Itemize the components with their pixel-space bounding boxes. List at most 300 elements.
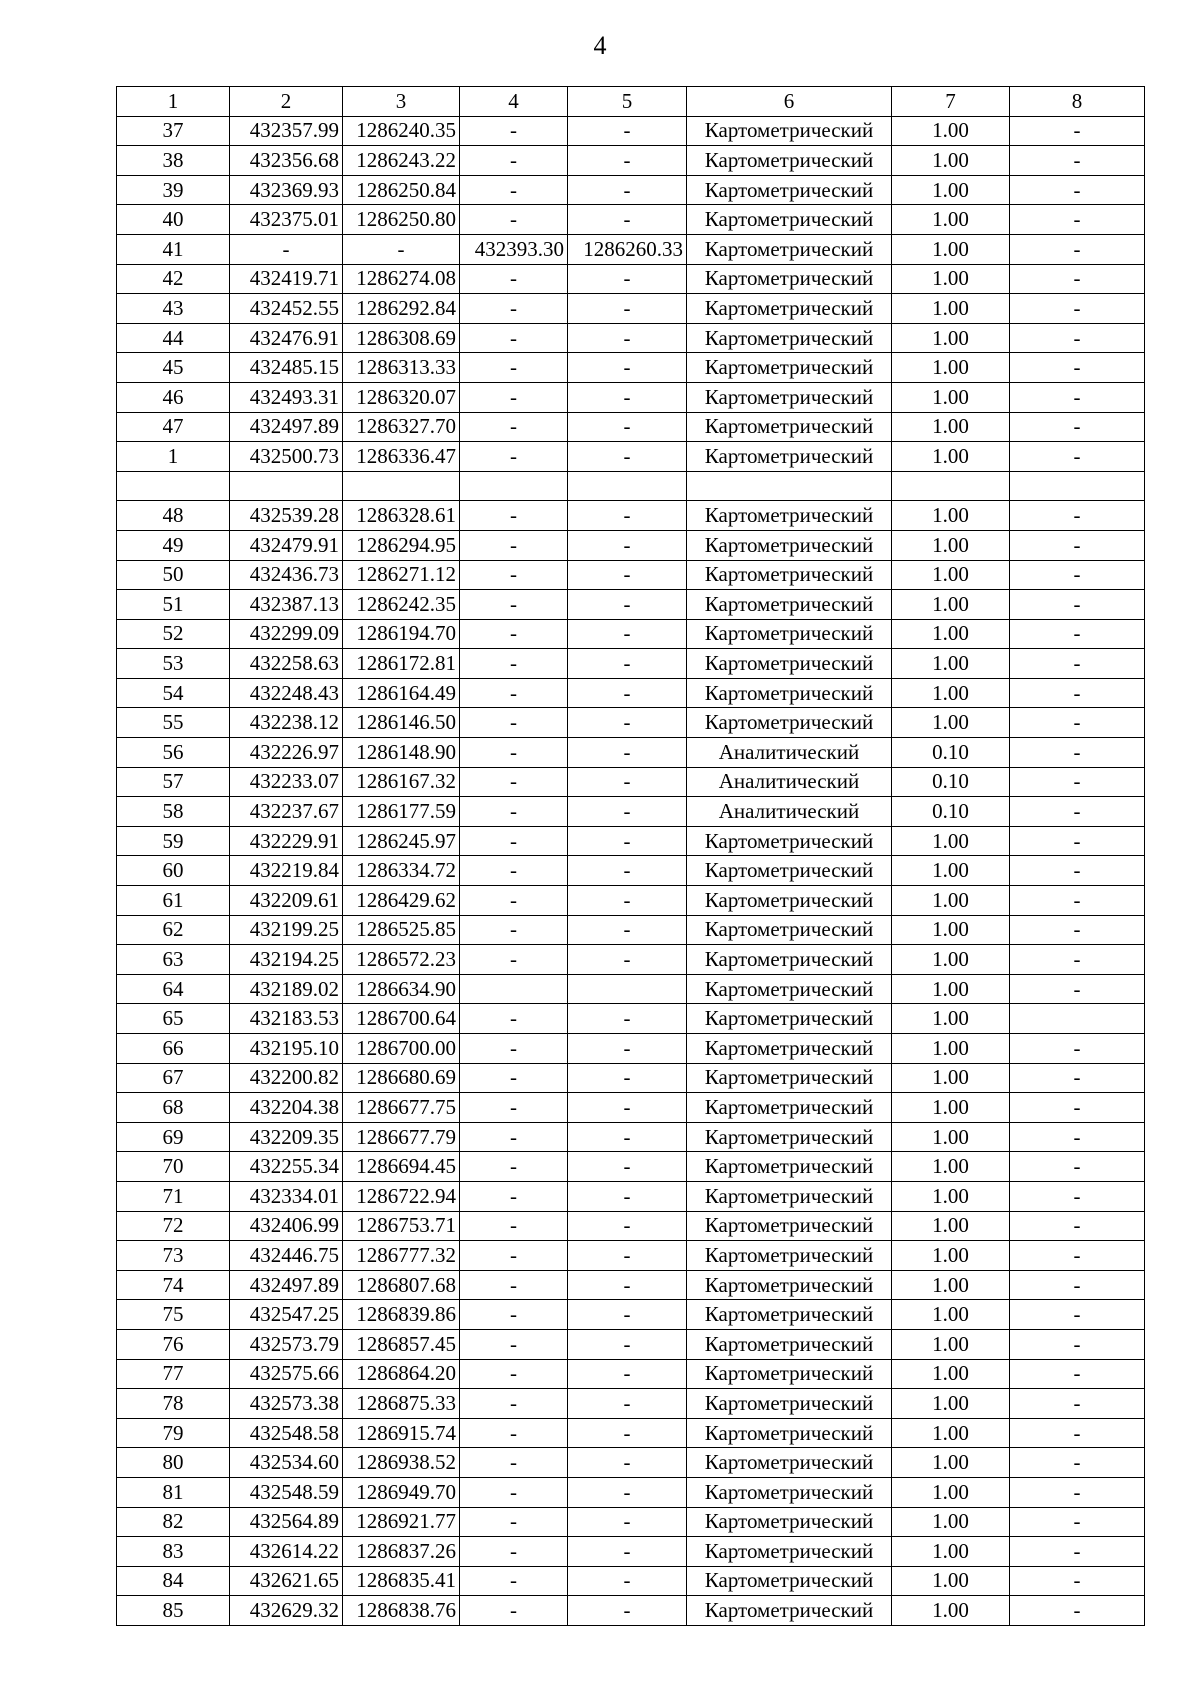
- accuracy-cell: 1.00: [892, 826, 1010, 856]
- method-cell: Картометрический: [687, 1004, 892, 1034]
- x-coordinate-cell: 432204.38: [230, 1093, 343, 1123]
- y-coordinate-cell: 1286680.69: [343, 1063, 460, 1093]
- method-cell: Картометрический: [687, 1034, 892, 1064]
- table-row: [117, 1329, 1145, 1359]
- point-number-cell: 61: [117, 886, 230, 916]
- y-coordinate-cell: 1286921.77: [343, 1507, 460, 1537]
- method-cell: Аналитический: [687, 797, 892, 827]
- x-coordinate-cell: 432493.31: [230, 382, 343, 412]
- note-cell: -: [1010, 264, 1145, 294]
- accuracy-cell: 1.00: [892, 1300, 1010, 1330]
- note-cell: -: [1010, 1389, 1145, 1419]
- accuracy-cell: 1.00: [892, 1152, 1010, 1182]
- method-cell: Картометрический: [687, 974, 892, 1004]
- header-cell: 6: [687, 87, 892, 117]
- y-alt-cell: [568, 974, 687, 1004]
- table-row: [117, 1093, 1145, 1123]
- header-cell: 5: [568, 87, 687, 117]
- y-coordinate-cell: 1286722.94: [343, 1181, 460, 1211]
- x-coordinate-cell: 432534.60: [230, 1448, 343, 1478]
- table-row: [117, 1034, 1145, 1064]
- method-cell: Картометрический: [687, 1270, 892, 1300]
- method-cell: Картометрический: [687, 708, 892, 738]
- note-cell: -: [1010, 945, 1145, 975]
- accuracy-cell: 1.00: [892, 1241, 1010, 1271]
- note-cell: -: [1010, 175, 1145, 205]
- method-cell: Картометрический: [687, 294, 892, 324]
- x-alt-cell: -: [460, 1211, 568, 1241]
- point-number-cell: 38: [117, 146, 230, 176]
- x-alt-cell: -: [460, 915, 568, 945]
- x-coordinate-cell: 432485.15: [230, 353, 343, 383]
- x-coordinate-cell: 432629.32: [230, 1596, 343, 1626]
- x-alt-cell: -: [460, 294, 568, 324]
- accuracy-cell: 0.10: [892, 767, 1010, 797]
- y-coordinate-cell: 1286294.95: [343, 530, 460, 560]
- note-cell: -: [1010, 1093, 1145, 1123]
- x-coordinate-cell: 432258.63: [230, 649, 343, 679]
- point-number-cell: 56: [117, 738, 230, 768]
- point-number-cell: 62: [117, 915, 230, 945]
- method-cell: Картометрический: [687, 1093, 892, 1123]
- method-cell: Картометрический: [687, 1241, 892, 1271]
- accuracy-cell: 1.00: [892, 116, 1010, 146]
- y-alt-cell: -: [568, 1477, 687, 1507]
- point-number-cell: 69: [117, 1122, 230, 1152]
- point-number-cell: 73: [117, 1241, 230, 1271]
- x-coordinate-cell: 432357.99: [230, 116, 343, 146]
- point-number-cell: 80: [117, 1448, 230, 1478]
- point-number-cell: 70: [117, 1152, 230, 1182]
- table-row: [117, 1566, 1145, 1596]
- y-alt-cell: -: [568, 1329, 687, 1359]
- x-coordinate-cell: 432406.99: [230, 1211, 343, 1241]
- table-row: [117, 797, 1145, 827]
- y-coordinate-cell: 1286938.52: [343, 1448, 460, 1478]
- point-number-cell: 46: [117, 382, 230, 412]
- point-number-cell: 76: [117, 1329, 230, 1359]
- y-alt-cell: -: [568, 1566, 687, 1596]
- method-cell: Аналитический: [687, 738, 892, 768]
- y-alt-cell: -: [568, 175, 687, 205]
- point-number-cell: 72: [117, 1211, 230, 1241]
- note-cell: -: [1010, 738, 1145, 768]
- point-number-cell: 75: [117, 1300, 230, 1330]
- point-number-cell: 57: [117, 767, 230, 797]
- note-cell: -: [1010, 1477, 1145, 1507]
- table-row: [117, 974, 1145, 1004]
- y-alt-cell: -: [568, 678, 687, 708]
- x-alt-cell: -: [460, 738, 568, 768]
- y-coordinate-cell: 1286250.80: [343, 205, 460, 235]
- x-alt-cell: -: [460, 412, 568, 442]
- point-number-cell: 48: [117, 501, 230, 531]
- y-coordinate-cell: 1286194.70: [343, 619, 460, 649]
- table-row: [117, 856, 1145, 886]
- method-cell: Картометрический: [687, 1389, 892, 1419]
- x-alt-cell: -: [460, 1329, 568, 1359]
- y-alt-cell: -: [568, 1507, 687, 1537]
- method-cell: Картометрический: [687, 205, 892, 235]
- table-row: [117, 1300, 1145, 1330]
- point-number-cell: 79: [117, 1418, 230, 1448]
- y-alt-cell: -: [568, 294, 687, 324]
- y-coordinate-cell: 1286172.81: [343, 649, 460, 679]
- accuracy-cell: 1.00: [892, 708, 1010, 738]
- point-number-cell: 37: [117, 116, 230, 146]
- note-cell: -: [1010, 382, 1145, 412]
- method-cell: [687, 471, 892, 501]
- y-coordinate-cell: -: [343, 234, 460, 264]
- y-coordinate-cell: 1286242.35: [343, 590, 460, 620]
- x-alt-cell: -: [460, 323, 568, 353]
- accuracy-cell: 1.00: [892, 1418, 1010, 1448]
- x-alt-cell: -: [460, 1477, 568, 1507]
- table-row: [117, 1389, 1145, 1419]
- method-cell: Картометрический: [687, 1448, 892, 1478]
- y-alt-cell: -: [568, 116, 687, 146]
- method-cell: Картометрический: [687, 1211, 892, 1241]
- page-number: 4: [593, 31, 607, 60]
- x-alt-cell: -: [460, 708, 568, 738]
- accuracy-cell: 1.00: [892, 856, 1010, 886]
- y-alt-cell: -: [568, 945, 687, 975]
- method-cell: Картометрический: [687, 1507, 892, 1537]
- method-cell: Картометрический: [687, 1300, 892, 1330]
- x-coordinate-cell: 432226.97: [230, 738, 343, 768]
- x-coordinate-cell: 432548.59: [230, 1477, 343, 1507]
- x-alt-cell: -: [460, 767, 568, 797]
- x-coordinate-cell: 432233.07: [230, 767, 343, 797]
- note-cell: -: [1010, 619, 1145, 649]
- accuracy-cell: 1.00: [892, 886, 1010, 916]
- method-cell: Картометрический: [687, 353, 892, 383]
- method-cell: Картометрический: [687, 915, 892, 945]
- note-cell: -: [1010, 767, 1145, 797]
- note-cell: -: [1010, 116, 1145, 146]
- x-alt-cell: -: [460, 678, 568, 708]
- y-alt-cell: -: [568, 1093, 687, 1123]
- x-coordinate-cell: 432500.73: [230, 442, 343, 472]
- note-cell: -: [1010, 1418, 1145, 1448]
- x-coordinate-cell: 432564.89: [230, 1507, 343, 1537]
- table-row: [117, 205, 1145, 235]
- note-cell: -: [1010, 146, 1145, 176]
- table-row: [117, 1241, 1145, 1271]
- table-row: [117, 826, 1145, 856]
- table-row: [117, 471, 1145, 501]
- method-cell: Картометрический: [687, 116, 892, 146]
- x-alt-cell: -: [460, 1389, 568, 1419]
- accuracy-cell: 1.00: [892, 1122, 1010, 1152]
- x-alt-cell: [460, 974, 568, 1004]
- note-cell: -: [1010, 856, 1145, 886]
- x-coordinate-cell: 432238.12: [230, 708, 343, 738]
- x-alt-cell: -: [460, 530, 568, 560]
- point-number-cell: 43: [117, 294, 230, 324]
- y-coordinate-cell: 1286308.69: [343, 323, 460, 353]
- y-alt-cell: -: [568, 1181, 687, 1211]
- point-number-cell: 60: [117, 856, 230, 886]
- y-coordinate-cell: 1286429.62: [343, 886, 460, 916]
- x-coordinate-cell: 432419.71: [230, 264, 343, 294]
- x-alt-cell: -: [460, 590, 568, 620]
- point-number-cell: 39: [117, 175, 230, 205]
- method-cell: Картометрический: [687, 856, 892, 886]
- accuracy-cell: 1.00: [892, 264, 1010, 294]
- method-cell: Картометрический: [687, 382, 892, 412]
- point-number-cell: 77: [117, 1359, 230, 1389]
- point-number-cell: 74: [117, 1270, 230, 1300]
- x-coordinate-cell: 432199.25: [230, 915, 343, 945]
- x-alt-cell: -: [460, 1537, 568, 1567]
- table-row: [117, 708, 1145, 738]
- accuracy-cell: 1.00: [892, 1448, 1010, 1478]
- point-number-cell: 81: [117, 1477, 230, 1507]
- method-cell: Картометрический: [687, 1537, 892, 1567]
- x-coordinate-cell: 432299.09: [230, 619, 343, 649]
- point-number-cell: 52: [117, 619, 230, 649]
- note-cell: -: [1010, 1537, 1145, 1567]
- y-alt-cell: -: [568, 1152, 687, 1182]
- y-alt-cell: -: [568, 1389, 687, 1419]
- x-coordinate-cell: 432387.13: [230, 590, 343, 620]
- accuracy-cell: 1.00: [892, 294, 1010, 324]
- accuracy-cell: 1.00: [892, 1063, 1010, 1093]
- y-coordinate-cell: 1286694.45: [343, 1152, 460, 1182]
- x-alt-cell: -: [460, 1122, 568, 1152]
- point-number-cell: 40: [117, 205, 230, 235]
- y-alt-cell: -: [568, 1122, 687, 1152]
- note-cell: -: [1010, 1122, 1145, 1152]
- y-alt-cell: -: [568, 1537, 687, 1567]
- x-alt-cell: -: [460, 649, 568, 679]
- y-coordinate-cell: 1286915.74: [343, 1418, 460, 1448]
- x-coordinate-cell: 432237.67: [230, 797, 343, 827]
- x-coordinate-cell: 432547.25: [230, 1300, 343, 1330]
- x-alt-cell: -: [460, 1507, 568, 1537]
- method-cell: Картометрический: [687, 619, 892, 649]
- y-coordinate-cell: 1286292.84: [343, 294, 460, 324]
- accuracy-cell: 0.10: [892, 797, 1010, 827]
- y-coordinate-cell: 1286243.22: [343, 146, 460, 176]
- table-row: [117, 412, 1145, 442]
- accuracy-cell: 1.00: [892, 1270, 1010, 1300]
- point-number-cell: 66: [117, 1034, 230, 1064]
- y-coordinate-cell: 1286164.49: [343, 678, 460, 708]
- y-alt-cell: -: [568, 1596, 687, 1626]
- accuracy-cell: 1.00: [892, 205, 1010, 235]
- method-cell: Картометрический: [687, 1566, 892, 1596]
- note-cell: -: [1010, 1152, 1145, 1182]
- table-row: [117, 1507, 1145, 1537]
- note-cell: -: [1010, 797, 1145, 827]
- method-cell: Картометрический: [687, 590, 892, 620]
- accuracy-cell: 1.00: [892, 146, 1010, 176]
- accuracy-cell: 1.00: [892, 560, 1010, 590]
- x-alt-cell: -: [460, 1181, 568, 1211]
- y-alt-cell: -: [568, 1241, 687, 1271]
- accuracy-cell: 1.00: [892, 1034, 1010, 1064]
- x-alt-cell: 432393.30: [460, 234, 568, 264]
- point-number-cell: 71: [117, 1181, 230, 1211]
- method-cell: Картометрический: [687, 1596, 892, 1626]
- accuracy-cell: 1.00: [892, 619, 1010, 649]
- accuracy-cell: 1.00: [892, 1004, 1010, 1034]
- table-row: [117, 590, 1145, 620]
- table-row: [117, 1359, 1145, 1389]
- note-cell: -: [1010, 1034, 1145, 1064]
- x-coordinate-cell: 432219.84: [230, 856, 343, 886]
- x-alt-cell: -: [460, 797, 568, 827]
- method-cell: Картометрический: [687, 1181, 892, 1211]
- table-body: [117, 116, 1145, 1625]
- x-alt-cell: -: [460, 205, 568, 235]
- y-alt-cell: -: [568, 264, 687, 294]
- y-coordinate-cell: 1286327.70: [343, 412, 460, 442]
- header-cell: 4: [460, 87, 568, 117]
- x-alt-cell: -: [460, 116, 568, 146]
- y-alt-cell: -: [568, 442, 687, 472]
- x-coordinate-cell: 432200.82: [230, 1063, 343, 1093]
- note-cell: -: [1010, 234, 1145, 264]
- method-cell: Картометрический: [687, 412, 892, 442]
- y-coordinate-cell: 1286700.64: [343, 1004, 460, 1034]
- point-number-cell: 42: [117, 264, 230, 294]
- note-cell: -: [1010, 1329, 1145, 1359]
- y-coordinate-cell: 1286753.71: [343, 1211, 460, 1241]
- x-coordinate-cell: 432436.73: [230, 560, 343, 590]
- point-number-cell: 41: [117, 234, 230, 264]
- table-row: [117, 1270, 1145, 1300]
- y-coordinate-cell: 1286336.47: [343, 442, 460, 472]
- table-row: [117, 294, 1145, 324]
- table-row: [117, 678, 1145, 708]
- y-alt-cell: -: [568, 1418, 687, 1448]
- note-cell: -: [1010, 353, 1145, 383]
- accuracy-cell: 1.00: [892, 353, 1010, 383]
- x-coordinate-cell: 432229.91: [230, 826, 343, 856]
- point-number-cell: 47: [117, 412, 230, 442]
- accuracy-cell: 1.00: [892, 1566, 1010, 1596]
- x-coordinate-cell: 432573.79: [230, 1329, 343, 1359]
- x-coordinate-cell: 432479.91: [230, 530, 343, 560]
- y-alt-cell: -: [568, 1270, 687, 1300]
- method-cell: Картометрический: [687, 1359, 892, 1389]
- y-coordinate-cell: 1286634.90: [343, 974, 460, 1004]
- y-coordinate-cell: 1286148.90: [343, 738, 460, 768]
- x-alt-cell: -: [460, 1152, 568, 1182]
- y-coordinate-cell: 1286837.26: [343, 1537, 460, 1567]
- y-coordinate-cell: 1286807.68: [343, 1270, 460, 1300]
- x-coordinate-cell: 432209.61: [230, 886, 343, 916]
- point-number-cell: 82: [117, 1507, 230, 1537]
- accuracy-cell: 1.00: [892, 1181, 1010, 1211]
- table-row: [117, 442, 1145, 472]
- x-alt-cell: -: [460, 619, 568, 649]
- note-cell: -: [1010, 1270, 1145, 1300]
- header-cell: 8: [1010, 87, 1145, 117]
- accuracy-cell: 1.00: [892, 323, 1010, 353]
- point-number-cell: 84: [117, 1566, 230, 1596]
- y-coordinate-cell: 1286274.08: [343, 264, 460, 294]
- x-alt-cell: -: [460, 442, 568, 472]
- x-alt-cell: -: [460, 945, 568, 975]
- y-coordinate-cell: 1286864.20: [343, 1359, 460, 1389]
- method-cell: Картометрический: [687, 234, 892, 264]
- point-number-cell: 50: [117, 560, 230, 590]
- y-alt-cell: -: [568, 530, 687, 560]
- y-alt-cell: -: [568, 560, 687, 590]
- x-alt-cell: -: [460, 1596, 568, 1626]
- y-alt-cell: -: [568, 590, 687, 620]
- point-number-cell: 53: [117, 649, 230, 679]
- accuracy-cell: [892, 471, 1010, 501]
- point-number-cell: 78: [117, 1389, 230, 1419]
- x-coordinate-cell: 432195.10: [230, 1034, 343, 1064]
- y-coordinate-cell: 1286313.33: [343, 353, 460, 383]
- accuracy-cell: 1.00: [892, 1093, 1010, 1123]
- x-alt-cell: -: [460, 886, 568, 916]
- accuracy-cell: 1.00: [892, 1477, 1010, 1507]
- y-alt-cell: [568, 471, 687, 501]
- y-coordinate-cell: 1286949.70: [343, 1477, 460, 1507]
- y-alt-cell: -: [568, 1448, 687, 1478]
- x-coordinate-cell: 432497.89: [230, 1270, 343, 1300]
- point-number-cell: 1: [117, 442, 230, 472]
- method-cell: Картометрический: [687, 323, 892, 353]
- method-cell: Картометрический: [687, 678, 892, 708]
- method-cell: Картометрический: [687, 886, 892, 916]
- y-alt-cell: -: [568, 826, 687, 856]
- note-cell: -: [1010, 826, 1145, 856]
- y-alt-cell: -: [568, 412, 687, 442]
- accuracy-cell: 1.00: [892, 1329, 1010, 1359]
- point-number-cell: 63: [117, 945, 230, 975]
- note-cell: -: [1010, 530, 1145, 560]
- x-coordinate-cell: 432183.53: [230, 1004, 343, 1034]
- x-alt-cell: -: [460, 1241, 568, 1271]
- accuracy-cell: 1.00: [892, 175, 1010, 205]
- table-header-row: [117, 87, 1145, 117]
- y-coordinate-cell: 1286835.41: [343, 1566, 460, 1596]
- method-cell: Аналитический: [687, 767, 892, 797]
- method-cell: Картометрический: [687, 826, 892, 856]
- x-alt-cell: -: [460, 382, 568, 412]
- point-number-cell: [117, 471, 230, 501]
- y-coordinate-cell: 1286271.12: [343, 560, 460, 590]
- accuracy-cell: 1.00: [892, 649, 1010, 679]
- table-row: [117, 560, 1145, 590]
- note-cell: -: [1010, 1359, 1145, 1389]
- table-row: [117, 1063, 1145, 1093]
- point-number-cell: 85: [117, 1596, 230, 1626]
- x-alt-cell: -: [460, 1093, 568, 1123]
- x-alt-cell: [460, 471, 568, 501]
- x-alt-cell: -: [460, 1566, 568, 1596]
- table-row: [117, 1418, 1145, 1448]
- method-cell: Картометрический: [687, 442, 892, 472]
- method-cell: Картометрический: [687, 1418, 892, 1448]
- y-coordinate-cell: 1286677.75: [343, 1093, 460, 1123]
- note-cell: -: [1010, 1448, 1145, 1478]
- table-row: [117, 1537, 1145, 1567]
- note-cell: [1010, 471, 1145, 501]
- note-cell: -: [1010, 1507, 1145, 1537]
- x-alt-cell: -: [460, 856, 568, 886]
- method-cell: Картометрический: [687, 945, 892, 975]
- point-number-cell: 59: [117, 826, 230, 856]
